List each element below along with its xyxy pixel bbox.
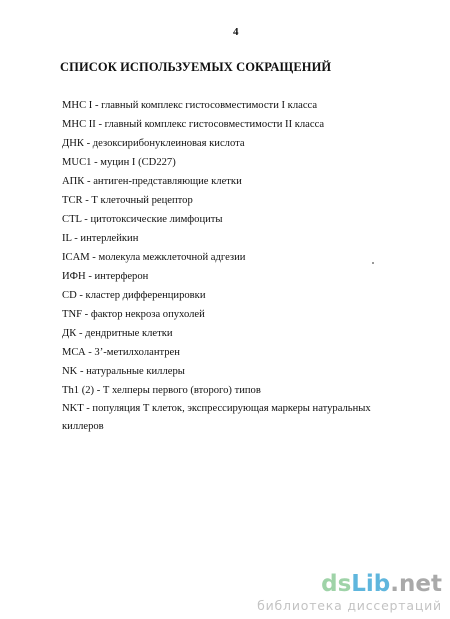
list-item: ДНК - дезоксирибонуклеиновая кислота [62, 138, 245, 149]
list-item: CTL - цитотоксические лимфоциты [62, 214, 223, 225]
abbreviation-list [62, 96, 402, 436]
list-item: МНС II - главный комплекс гистосовместимости II класса [62, 119, 325, 130]
watermark-logo [257, 572, 442, 596]
watermark [257, 572, 442, 613]
list-item: АПК - антиген-представляющие клетки [62, 176, 242, 187]
watermark-logo-ds: ds [321, 571, 352, 597]
list-item: CD - кластер дифференцировки [62, 290, 206, 301]
list-item: NK - натуральные киллеры [62, 366, 185, 377]
list-item: ИФН - интерферон [62, 271, 149, 282]
page-title: СПИСОК ИСПОЛЬЗУЕМЫХ СОКРАЩЕНИЙ [60, 60, 332, 74]
scan-speck [372, 262, 374, 264]
list-item: TNF - фактор некроза опухолей [62, 309, 205, 320]
list-item: МНС I - главный комплекс гистосовместимости I класса [62, 100, 318, 111]
watermark-logo-lib: Lib [351, 571, 391, 597]
list-item: IL - интерлейкин [62, 233, 139, 244]
watermark-caption: библиотека диссертаций [257, 598, 442, 613]
list-item: TCR - Т клеточный рецептор [62, 195, 193, 206]
list-item: ДК - дендритные клетки [62, 328, 173, 339]
watermark-logo-net: .net [390, 571, 442, 597]
list-item: MUC1 - муцин I (CD227) [62, 157, 176, 168]
page-number: 4 [233, 26, 239, 38]
list-item: NKT - популяция Т клеток, экспрессирующая маркеры натуральных киллеров [62, 403, 371, 432]
list-item: Th1 (2) - Т хелперы первого (второго) типов [62, 385, 261, 396]
list-item: ICAM - молекула межклеточной адгезии [62, 252, 246, 263]
list-item: МСА - 3’-метилхолантрен [62, 347, 180, 358]
